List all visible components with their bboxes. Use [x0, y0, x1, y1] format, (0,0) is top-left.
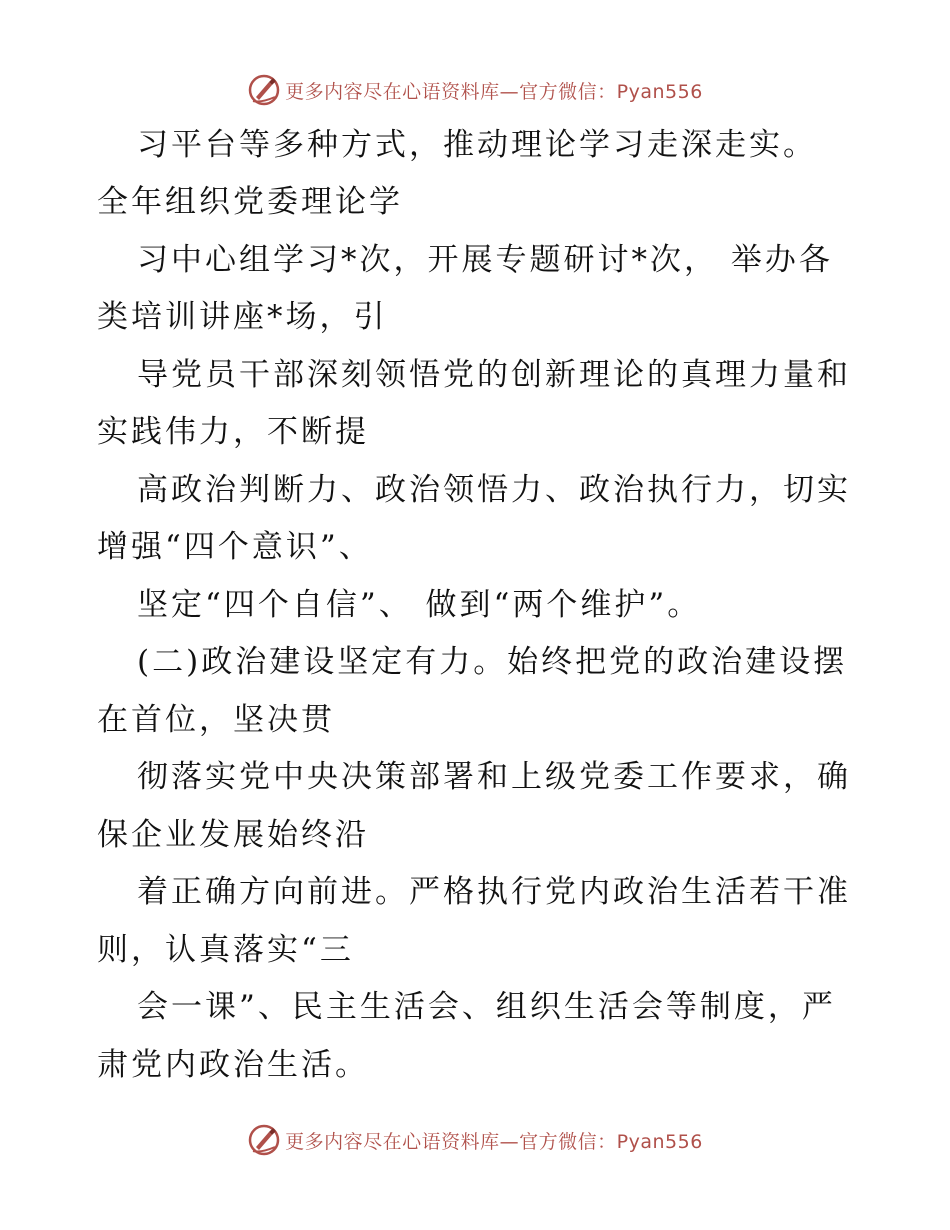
logo-icon	[247, 1123, 281, 1157]
body-line: 着正确方向前进。严格执行党内政治生活若干准	[137, 874, 851, 910]
body-line: 全年组织党委理论学	[97, 184, 403, 220]
body-line: 习中心组学习*次，开展专题研讨*次， 举办各	[137, 242, 833, 278]
logo-icon	[247, 73, 281, 107]
header-banner	[0, 70, 950, 110]
body-line: 高政治判断力、政治领悟力、政治执行力，切实	[137, 472, 851, 508]
footer-banner-text: 更多内容尽在心语资料库—官方微信：Pyan556	[285, 1130, 703, 1153]
body-line: 保企业发展始终沿	[97, 817, 369, 853]
footer-banner	[0, 1120, 950, 1160]
body-line: 增强“四个意识”、	[97, 529, 373, 565]
body-line: 类培训讲座*场，引	[97, 299, 388, 335]
body-line: 坚定“四个自信”、 做到“两个维护”。	[137, 587, 702, 623]
body-line: 肃党内政治生活。	[97, 1047, 369, 1083]
body-line: 导党员干部深刻领悟党的创新理论的真理力量和	[137, 357, 851, 393]
body-line: 会一课”、民主生活会、组织生活会等制度，严	[137, 989, 836, 1025]
body-line: 彻落实党中央决策部署和上级党委工作要求，确	[137, 759, 851, 795]
section-heading-line: (二)政治建设坚定有力。始终把党的政治建设摆	[137, 644, 848, 680]
body-line: 实践伟力，不断提	[97, 414, 369, 450]
header-banner-text: 更多内容尽在心语资料库—官方微信：Pyan556	[285, 80, 703, 103]
body-line: 则，认真落实“三	[97, 932, 354, 968]
body-line: 在首位，坚决贯	[97, 702, 335, 738]
body-line: 习平台等多种方式，推动理论学习走深走实。	[137, 127, 817, 163]
